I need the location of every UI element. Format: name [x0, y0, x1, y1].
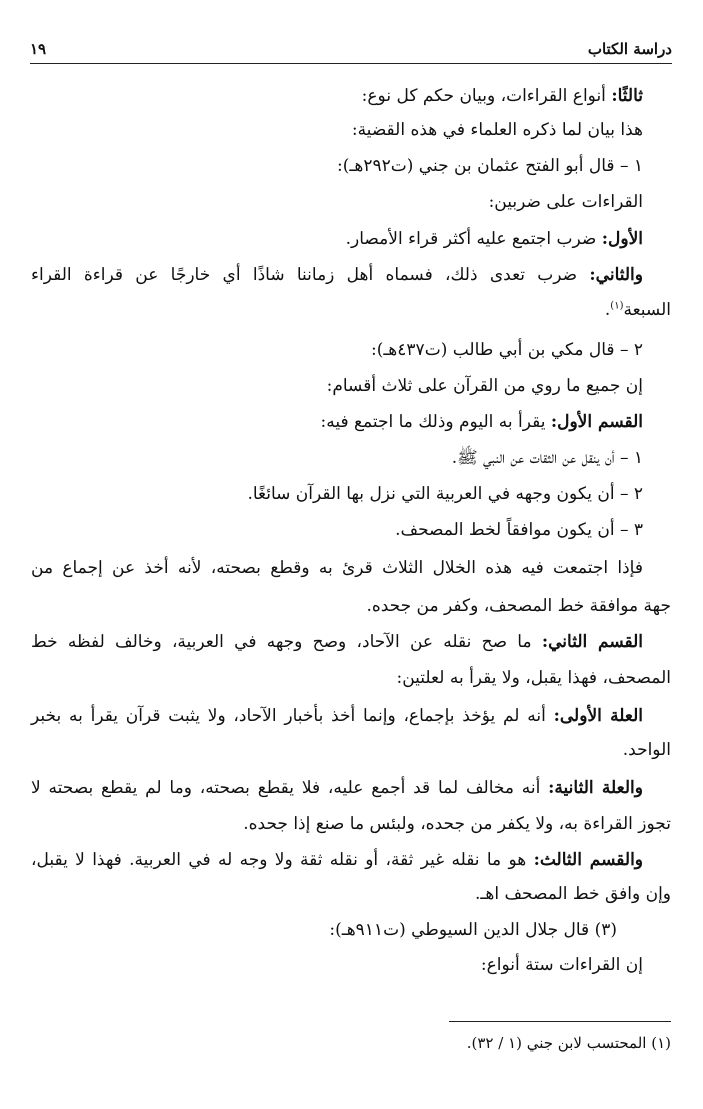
line-text: أنه لم يؤخذ بإجماع، وإنما أخذ بأخبار الآحاد، ولا يثبت قرآن يقرأ به بخبر: [31, 706, 554, 726]
line-text: هو ما نقله غير ثقة، أو نقله ثقة ولا وجه له في العربية. فهذا لا يقبل،: [31, 850, 534, 870]
line-lead: الأول:: [601, 229, 643, 249]
footnote-divider: [449, 1021, 671, 1022]
line-lead: العلة الأولى:: [553, 706, 643, 726]
footnote: (١) المحتسب لابن جني (١ / ٣٢).: [466, 1034, 671, 1052]
header-divider: [30, 63, 672, 64]
paragraph-line: [31, 776, 643, 800]
page-number: ١٩: [30, 40, 47, 58]
line-text: المصحف، فهذا يقبل، ولا يقرأ به لعلتين:: [396, 668, 671, 688]
line-text: أنواع القراءات، وبيان حكم كل نوع:: [361, 86, 612, 106]
paragraph-line: [31, 918, 617, 942]
list-item: [31, 482, 643, 506]
line-text: جهة موافقة خط المصحف، وكفر من جحده.: [366, 596, 671, 616]
paragraph-line: [31, 263, 643, 287]
paragraph-line: [31, 594, 671, 618]
line-text: فإذا اجتمعت فيه هذه الخلال الثلاث قرئ به وقطع بصحته، لأنه أخذ عن إجماع من: [31, 558, 643, 578]
line-text: القراءات على ضربين:: [488, 192, 643, 212]
paragraph-line: [31, 338, 643, 362]
paragraph-line: [31, 630, 643, 654]
footnote-marker[interactable]: (١): [610, 300, 624, 312]
paragraph-line: [31, 190, 643, 214]
paragraph-line: [31, 227, 643, 251]
line-lead: ثالثًا:: [611, 86, 643, 106]
line-text: السبعة: [623, 300, 671, 320]
paragraph-line: [31, 812, 671, 836]
line-text: الواحد.: [622, 740, 671, 760]
line-text: أنه مخالف لما قد أجمع عليه، فلا يقطع بصحته، وما لم يقطع بصحته لا: [31, 778, 549, 798]
line-text: ١ – قال أبو الفتح عثمان بن جني (ت٢٩٢هـ):: [337, 156, 643, 176]
book-title: دراسة الكتاب: [587, 40, 672, 58]
line-text: ضرب اجتمع عليه أكثر قراء الأمصار.: [345, 229, 602, 249]
paragraph-line: [31, 374, 643, 398]
list-item: [31, 446, 643, 470]
paragraph-line: [31, 704, 643, 728]
line-text: إن جميع ما روي من القرآن على ثلاث أقسام:: [326, 376, 643, 396]
paragraph-line: [31, 882, 671, 906]
paragraph-line: [31, 848, 643, 872]
line-text: ٢ – أن يكون وجهه في العربية التي نزل بها القرآن سائغًا.: [247, 484, 643, 504]
running-header: [30, 40, 672, 62]
section-heading: [31, 84, 643, 108]
line-lead: والقسم الثالث:: [533, 850, 643, 870]
line-text: (٣) قال جلال الدين السيوطي (ت٩١١هـ):: [329, 920, 617, 940]
paragraph-line: [31, 738, 671, 762]
line-lead: والثاني:: [589, 265, 643, 285]
line-text: إن القراءات ستة أنواع:: [480, 955, 643, 975]
paragraph-line: [31, 118, 643, 142]
paragraph-line: [31, 666, 671, 690]
line-text: تجوز القراءة به، ولا يكفر من جحده، ولبئس ما صنع إذا جحده.: [243, 814, 671, 834]
line-tail: .: [604, 300, 611, 320]
line-text: هذا بيان لما ذكره العلماء في هذه القضية:: [351, 120, 643, 140]
line-lead: والعلة الثانية:: [548, 778, 643, 798]
paragraph-line: [31, 410, 643, 434]
line-text: ٣ – أن يكون موافقاً لخط المصحف.: [395, 520, 643, 540]
line-text: ما صح نقله عن الآحاد، وصح وجهه في العربية، وخالف لفظه خط: [31, 632, 542, 652]
paragraph-line: [31, 154, 643, 178]
paragraph-line: [31, 953, 643, 977]
line-text: وإن وافق خط المصحف اهـ.: [474, 884, 671, 904]
line-text: ضرب تعدى ذلك، فسماه أهل زماننا شاذًا أي خارجًا عن قراءة القراء: [31, 265, 590, 285]
line-text: ٢ – قال مكي بن أبي طالب (ت٤٣٧هـ):: [370, 340, 643, 360]
paragraph-line: [31, 556, 643, 580]
line-lead: القسم الأول:: [550, 412, 643, 432]
line-text: ١ – أن ينقل عن الثقات عن النبي ﷺ.: [451, 448, 643, 468]
list-item: [31, 518, 643, 542]
line-lead: القسم الثاني:: [541, 632, 643, 652]
paragraph-line: [31, 298, 671, 322]
line-text: يقرأ به اليوم وذلك ما اجتمع فيه:: [320, 412, 551, 432]
